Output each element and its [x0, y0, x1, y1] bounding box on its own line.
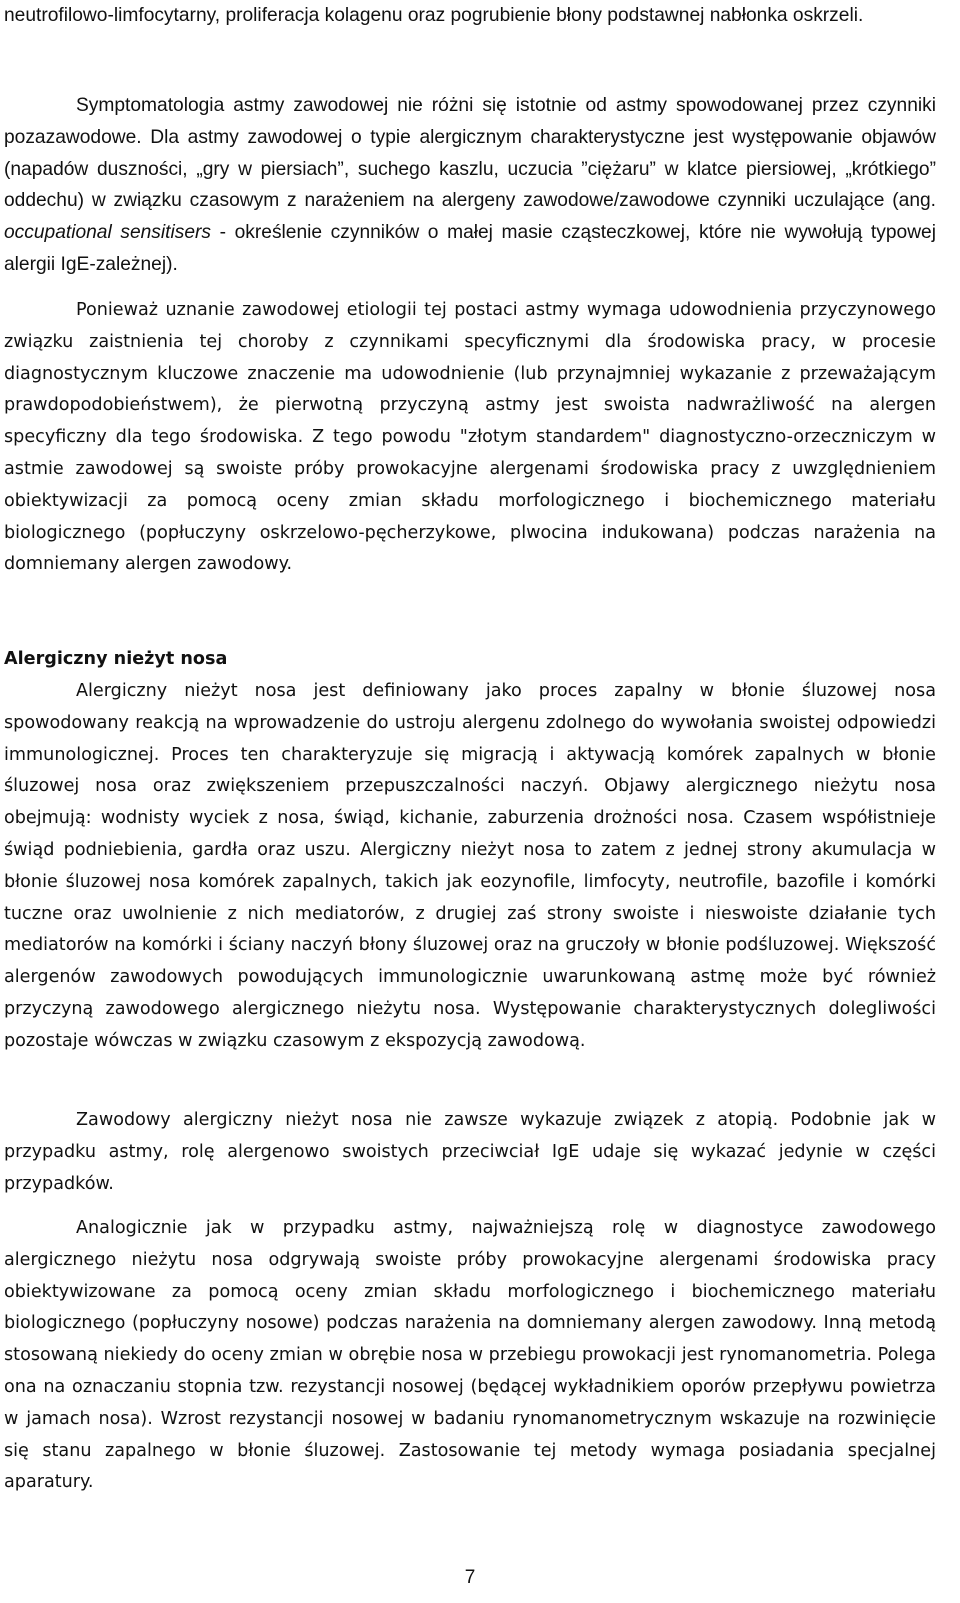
paragraph-symptomatology-tail: - określenie czynników o małej masie cząsteczkowej, które nie wywołują typowej alergii IgE-zależnej).	[4, 222, 936, 275]
paragraph-diagnostics: Analogicznie jak w przypadku astmy, najważniejszą rolę w diagnostyce zawodowego alergicznego nieżytu nosa odgrywają swoiste próby prowokacyjne alergenami środowiska pracy obiektywizowane za pomocą oceny zmian składu morfologicznego i biochemicznego materiału biologicznego (popłuczyny nosowe) podczas narażenia na domniemany alergen zawodowy. Inną metodą stosowaną niekiedy do oceny zmian w obrębie nosa w przebiegu prowokacji jest rynomanometria. Polega ona na oznaczaniu stopnia tzw. rezystancji nosowej (będącej wykładnikiem oporów przepływu powietrza w jamach nosa). Wzrost rezystancji nosowej w badaniu rynomanometrycznym wskazuje na rozwinięcie się stanu zapalnego w błonie śluzowej. Zastosowanie tej metody wymaga posiadania specjalnej aparatury.	[4, 1218, 936, 1493]
paragraph-continuation: neutrofilowo-limfocytarny, proliferacja kolagenu oraz pogrubienie błony podstawnej nabłonka oskrzeli.	[4, 5, 864, 26]
paragraph-symptomatology	[4, 90, 936, 281]
paragraph-etiology: Ponieważ uznanie zawodowej etiologii tej postaci astmy wymaga udowodnienia przyczynowego związku zaistnienia tej choroby z czynnikami specyficznymi dla środowiska pracy, w procesie diagnostycznym kluczowe znaczenie ma udowodnienie (lub przynajmniej wykazanie z przeważającym prawdopodobieństwem), że pierwotną przyczyną astmy jest swoista nadwrażliwość na alergen specyficzny dla tego środowiska. Z tego powodu "złotym standardem" diagnostyczno-orzeczniczym w astmie zawodowej są swoiste próby prowokacyjne alergenami środowiska pracy z uwzględnieniem obiektywizacji za pomocą oceny zmian składu morfologicznego i biochemicznego materiału biologicznego (popłuczyny oskrzelowo-pęcherzykowe, plwocina indukowana) podczas narażenia na domniemany alergen zawodowy.	[4, 300, 936, 575]
paragraph-symptomatology-lead: Symptomatologia astmy zawodowej nie różni się istotnie od astmy spowodowanej przez czynniki pozazawodowe. Dla astmy zawodowej o typie alergicznym charakterystyczne jest występowanie objawów (napadów duszności, „gry w piersiach”, suchego kaszlu, uczucia ”ciężaru” w klatce piersiowej, „krótkiego” oddechu) w związku czasowym z narażeniem na alergeny zawodowe/zawodowe czynniki uczulające (ang.	[4, 95, 936, 212]
paragraph-definition: Alergiczny nieżyt nosa jest definiowany jako proces zapalny w błonie śluzowej nosa spowodowany reakcją na wprowadzenie do ustroju alergenu zdolnego do wywołania swoistej odpowiedzi immunologicznej. Proces ten charakteryzuje się migracją i aktywacją komórek zapalnych w błonie śluzowej nosa oraz zwiększeniem przepuszczalności naczyń. Objawy alergicznego nieżytu nosa obejmują: wodnisty wyciek z nosa, świąd, kichanie, zaburzenia drożności nosa. Czasem współistnieje świąd podniebienia, gardła oraz uszu. Alergiczny nieżyt nosa to zatem z jednej strony akumulacja w błonie śluzowej nosa komórek zapalnych, takich jak eozynofile, limfocyty, neutrofile, bazofile i komórki tuczne oraz uwolnienie z nich mediatorów, z drugiej zaś strony swoiste i nieswoiste działanie tych mediatorów na komórki i ściany naczyń błony śluzowej oraz na gruczoły w błonie podśluzowej. Większość alergenów zawodowych powodujących immunologicznie uwarunkowaną astmę może być również przyczyną zawodowego alergicznego nieżytu nosa. Występowanie charakterystycznych dolegliwości pozostaje wówczas w związku czasowym z ekspozycją zawodową.	[4, 681, 936, 1051]
paragraph-atopy: Zawodowy alergiczny nieżyt nosa nie zawsze wykazuje związek z atopią. Podobnie jak w przypadku astmy, rolę alergenowo swoistych przeciwciał IgE udaje się wykazać jedynie w części przypadków.	[4, 1110, 936, 1194]
section-heading: Alergiczny nieżyt nosa	[4, 649, 228, 669]
paragraph-symptomatology-italic: occupational sensitisers	[4, 222, 211, 244]
page-number: 7	[464, 1567, 476, 1588]
